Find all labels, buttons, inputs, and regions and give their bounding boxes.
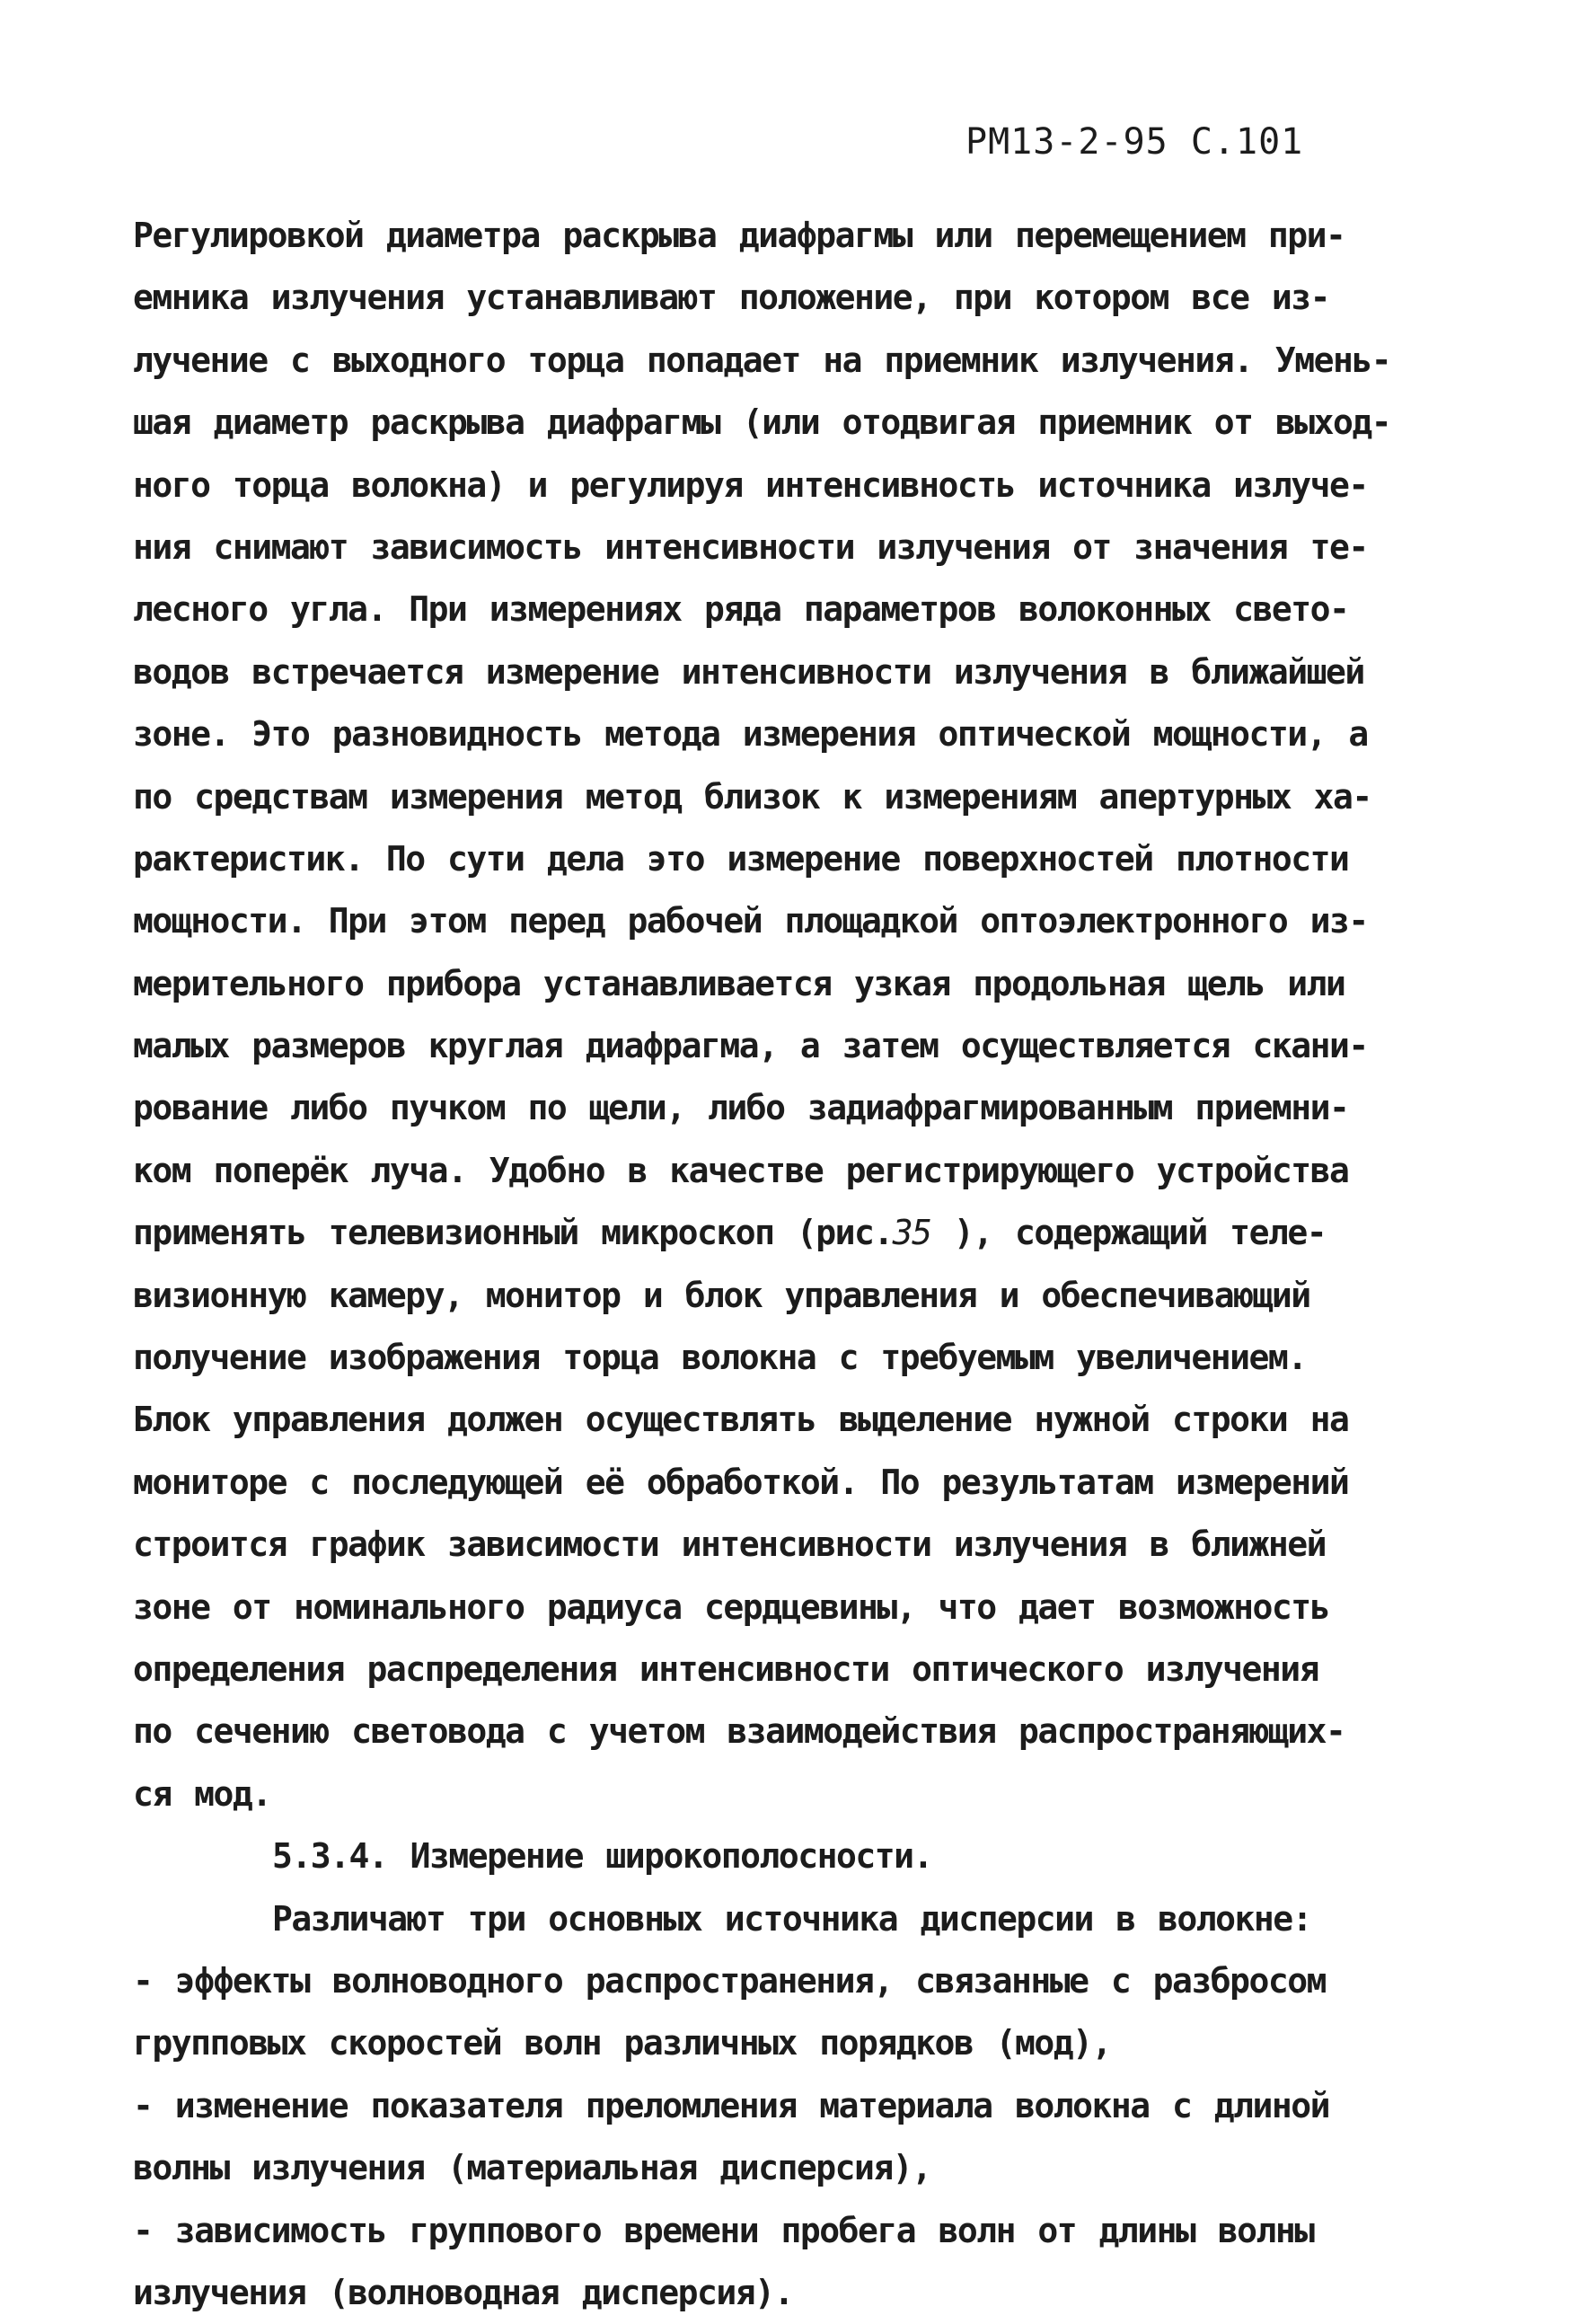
list-item: волны излучения (материальная дисперсия), bbox=[133, 2148, 931, 2188]
text-line: рование либо пучком по щели, либо задиафрагмированным приемни- bbox=[133, 1088, 1349, 1128]
text-line: Регулировкой диаметра раскрыва диафрагмы или перемещением при- bbox=[133, 216, 1345, 255]
text-line: строится график зависимости интенсивности излучения в ближней bbox=[133, 1524, 1327, 1565]
text-line: рактеристик. По сути дела это измерение поверхностей плотности bbox=[133, 838, 1349, 879]
text-line: лучение с выходного торца попадает на приемник излучения. Умень- bbox=[133, 340, 1391, 380]
text-line: ком поперёк луча. Удобно в качестве регистрирующего устройства bbox=[133, 1150, 1349, 1190]
text-line: по средствам измерения метод близок к измерениям апертурных ха- bbox=[133, 776, 1371, 817]
text-line: ния снимают зависимость интенсивности излучения от значения те- bbox=[133, 526, 1368, 567]
text-line: зоне. Это разновидность метода измерения оптической мощности, а bbox=[133, 714, 1368, 755]
text-line: мощности. При этом перед рабочей площадкой оптоэлектронного из- bbox=[133, 901, 1368, 941]
text-line: водов встречается измерение интенсивности излучения в ближайшей bbox=[133, 651, 1364, 692]
list-item: групповых скоростей волн различных порядков (мод), bbox=[133, 2023, 1111, 2063]
list-item: - изменение показателя преломления материала волокна с длиной bbox=[133, 2085, 1330, 2125]
intro-line: Различают три основных источника дисперсии в волокне: bbox=[272, 1898, 1312, 1939]
text-line: емника излучения устанавливают положение, при котором все из- bbox=[133, 278, 1330, 318]
text-line: мониторе с последующей её обработкой. По результатам измерений bbox=[133, 1462, 1349, 1502]
list-item: - эффекты волноводного распространения, связанные с разбросом bbox=[133, 1960, 1327, 2001]
page-header: РМ13-2-95 С.101 bbox=[965, 121, 1304, 163]
figure-line-before: применять телевизионный микроскоп (рис. bbox=[133, 1213, 893, 1253]
text-line: шая диаметр раскрыва диафрагмы (или отодвигая приемник от выход- bbox=[133, 402, 1391, 443]
text-line: получение изображения торца волокна с требуемым увеличением. bbox=[133, 1338, 1307, 1378]
text-line: по сечению световода с учетом взаимодействия распространяющих- bbox=[133, 1711, 1345, 1752]
section-heading: 5.3.4. Измерение широкополосности. bbox=[272, 1836, 932, 1877]
text-line: Блок управления должен осуществлять выделение нужной строки на bbox=[133, 1400, 1349, 1440]
figure-line-after: ), содержащий теле- bbox=[930, 1213, 1327, 1253]
list-item: - зависимость группового времени пробега волн от длины волны bbox=[133, 2210, 1314, 2250]
text-line: лесного угла. При измерениях ряда параметров волоконных свето- bbox=[133, 589, 1349, 630]
text-line: определения распределения интенсивности оптического излучения bbox=[133, 1648, 1319, 1689]
figure-number: 35 bbox=[892, 1213, 931, 1253]
text-line: ся мод. bbox=[133, 1773, 271, 1814]
text-line: зоне от номинального радиуса сердцевины, что дает возможность bbox=[133, 1586, 1330, 1627]
body-text bbox=[133, 205, 1391, 2324]
text-line: мерительного прибора устанавливается узкая продольная щель или bbox=[133, 963, 1345, 1003]
list-item: излучения (волноводная дисперсия). bbox=[133, 2272, 793, 2312]
text-line: малых размеров круглая диафрагма, а затем осуществляется скани- bbox=[133, 1026, 1368, 1066]
figure-reference-line bbox=[133, 1202, 1336, 1264]
text-line: ного торца волокна) и регулируя интенсивность источника излуче- bbox=[133, 464, 1368, 505]
text-line: визионную камеру, монитор и блок управления и обеспечивающий bbox=[133, 1275, 1310, 1315]
